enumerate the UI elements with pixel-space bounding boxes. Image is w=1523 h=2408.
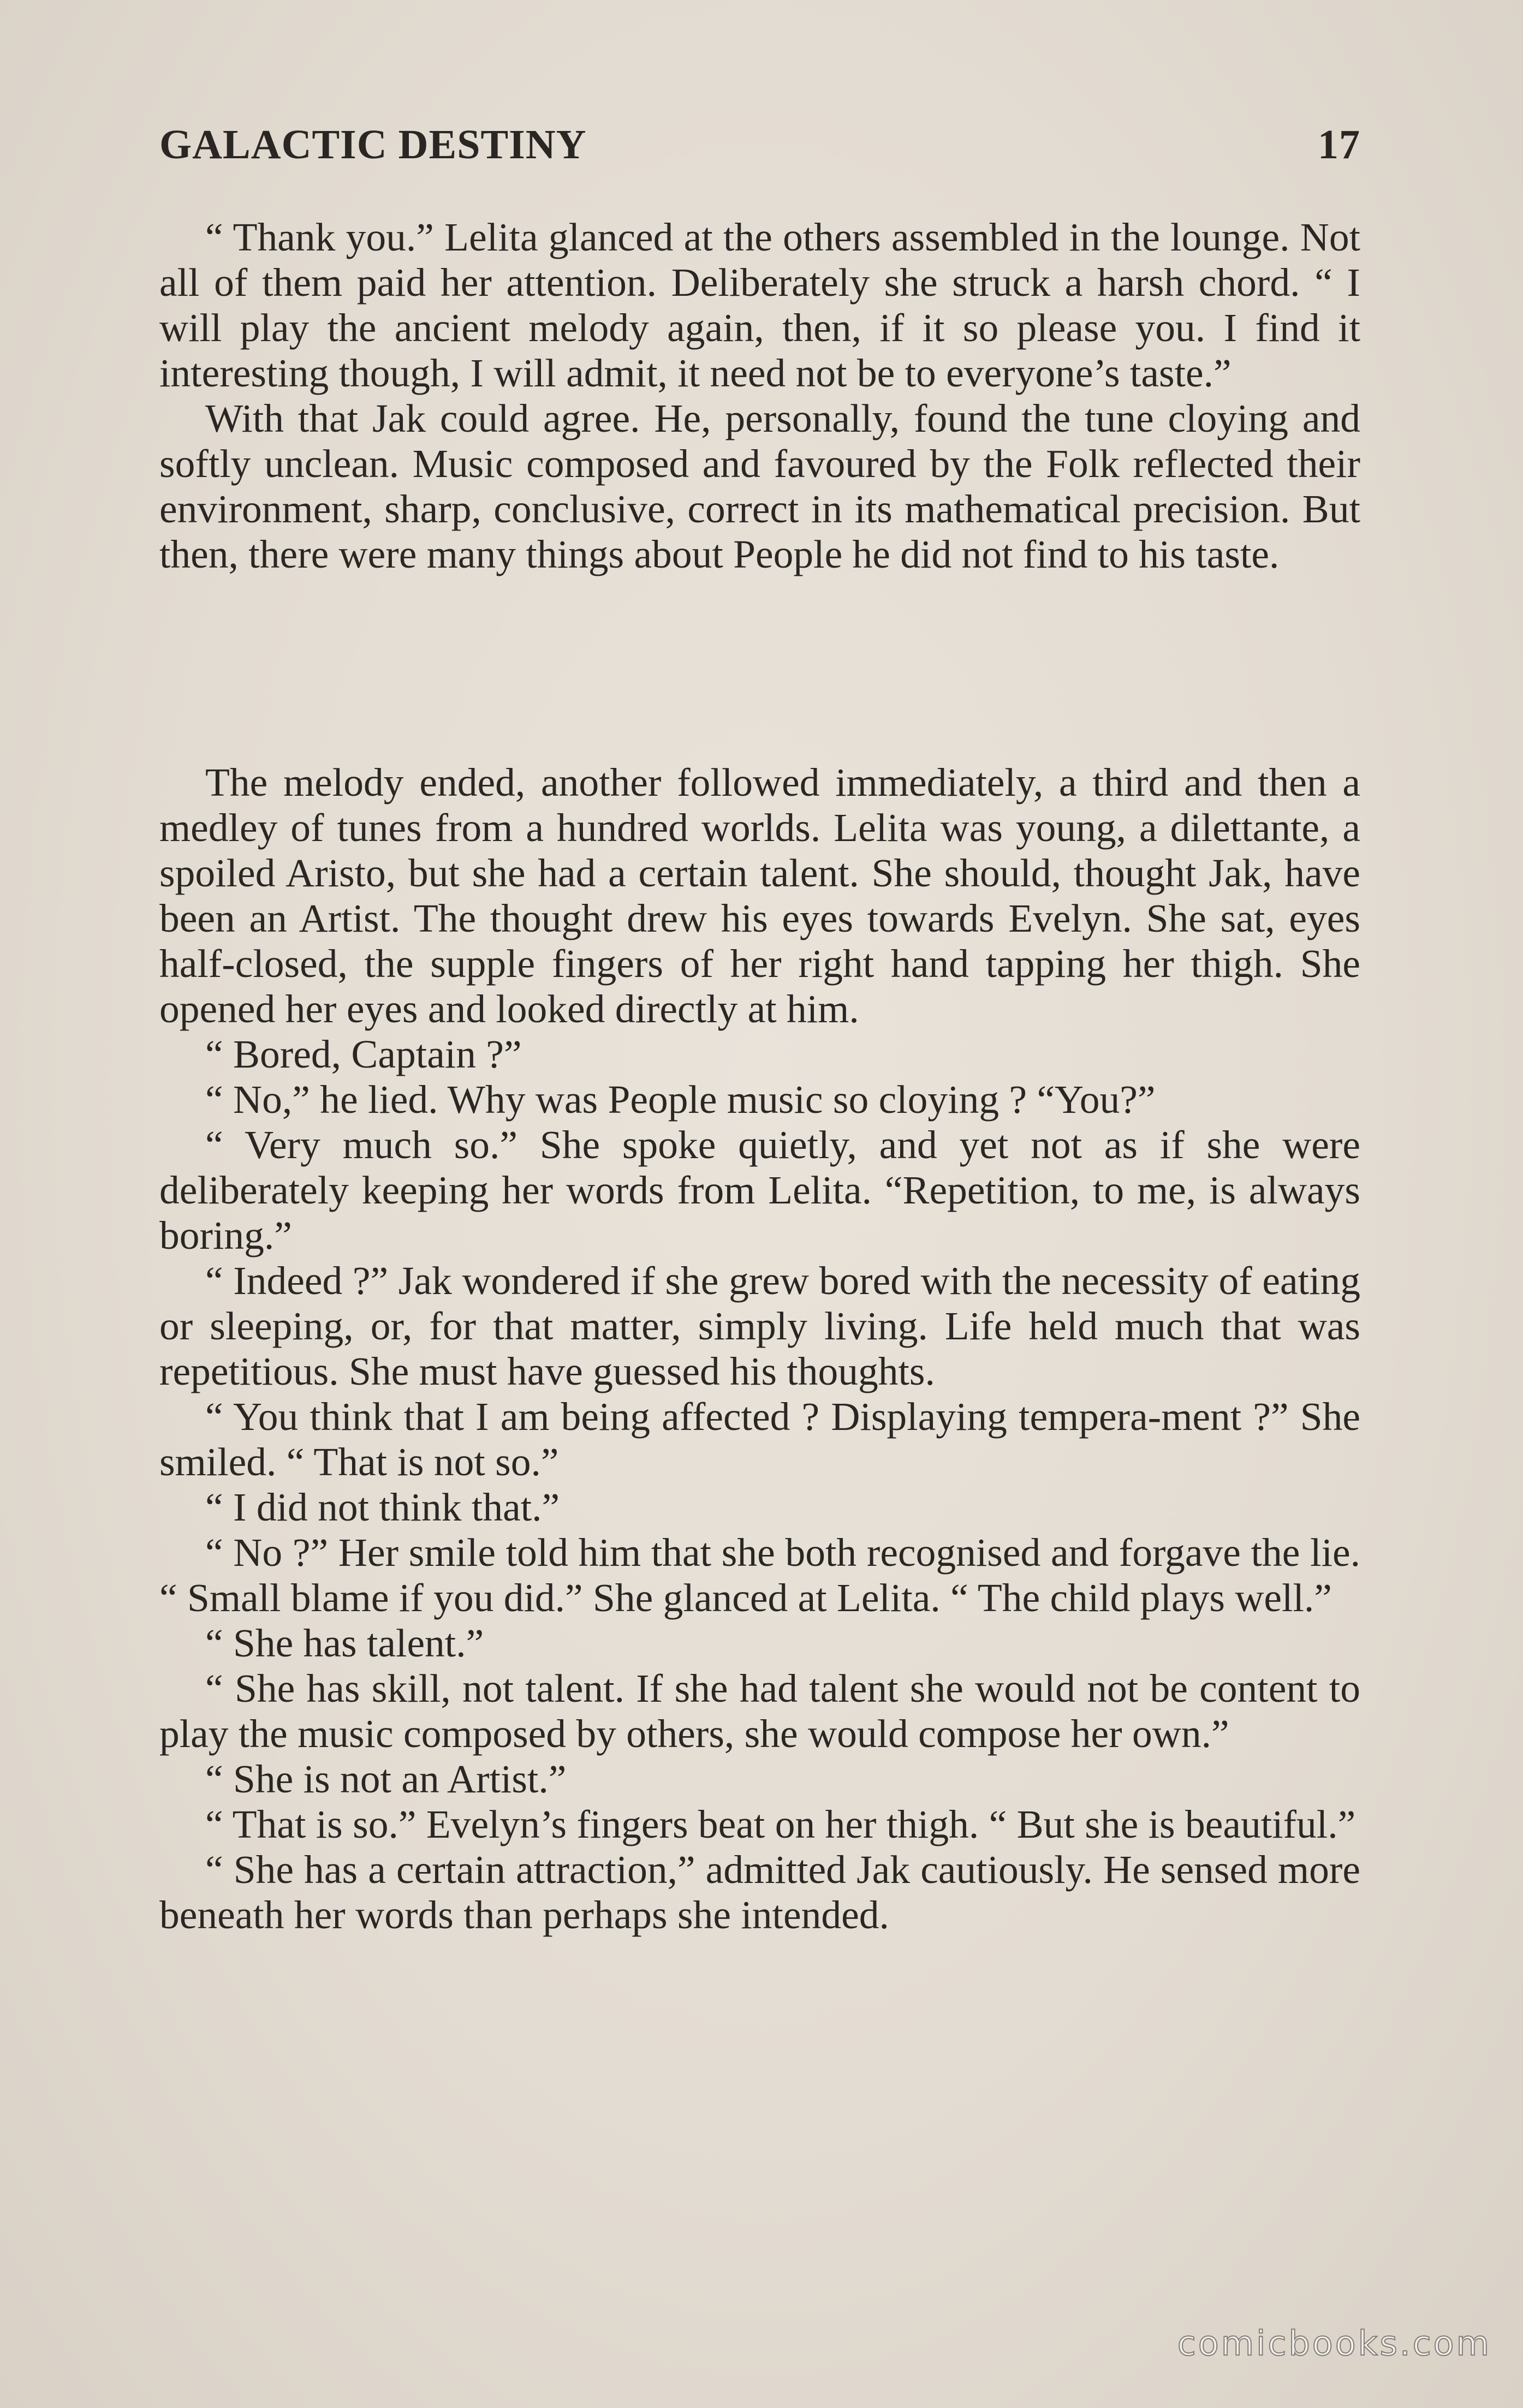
paragraph: “ I did not think that.” [205, 1485, 560, 1529]
paragraph: “ She has talent.” [205, 1621, 484, 1665]
paragraph: With that Jak could agree. He, personally, found the tune cloying and softly unclean. Music composed and favoured by the Folk reflected their environment, sharp, conclusive, correct in its mathematical precision. But then, there were many things about People he did not find to his taste. [159, 396, 1360, 576]
paragraph: “ That is so.” Evelyn’s fingers beat on her thigh. “ But she is beautiful.” [205, 1802, 1356, 1846]
paragraph: “ No ?” Her smile told him that she both recognised and forgave the lie. “ Small blame if you did.” She glanced at Lelita. “ The child plays well.” [159, 1530, 1360, 1620]
running-header [159, 121, 1360, 176]
paragraph: “ She has skill, not talent. If she had talent she would not be content to play the music composed by others, she would compose her own.” [159, 1666, 1360, 1756]
paragraph: “ Thank you.” Lelita glanced at the others assembled in the lounge. Not all of them paid her attention. Deliberately she struck a harsh chord. “ I will play the ancient melody again, then, if it so please you. I find it interesting though, I will admit, it need not be to everyone’s taste.” [159, 215, 1360, 395]
paragraph: “ No,” he lied. Why was People music so cloying ? “You?” [205, 1077, 1156, 1122]
paragraph: “ Bored, Captain ?” [205, 1032, 522, 1076]
paragraph: The melody ended, another followed immediately, a third and then a medley of tunes from a hundred worlds. Lelita was young, a dilettante, a spoiled Aristo, but she had a certain talent. She should, thought Jak, have been an Artist. The thought drew his eyes towards Evelyn. She sat, eyes half-closed, the supple fingers of her right hand tapping her thigh. She opened her eyes and looked directly at him. [159, 760, 1360, 1031]
paragraph: “ Indeed ?” Jak wondered if she grew bored with the necessity of eating or sleeping, or, for that matter, simply living. Life held much that was repetitious. She must have guessed his thoughts. [159, 1259, 1360, 1393]
text-section-1 [159, 214, 1360, 577]
watermark: comicbooks.com [1177, 2323, 1491, 2363]
page-number: 17 [1318, 122, 1360, 168]
paragraph: “ She has a certain attraction,” admitted Jak cautiously. He sensed more beneath her words than perhaps she intended. [159, 1847, 1360, 1937]
paragraph: “ Very much so.” She spoke quietly, and yet not as if she were deliberately keeping her words from Lelita. “Repetition, to me, is always boring.” [159, 1123, 1360, 1257]
paragraph: “ You think that I am being affected ? Displaying tempera-ment ?” She smiled. “ That is not so.” [159, 1394, 1360, 1484]
running-title: GALACTIC DESTINY [159, 122, 587, 168]
paragraph: “ She is not an Artist.” [205, 1757, 567, 1801]
text-section-2 [159, 760, 1360, 1938]
